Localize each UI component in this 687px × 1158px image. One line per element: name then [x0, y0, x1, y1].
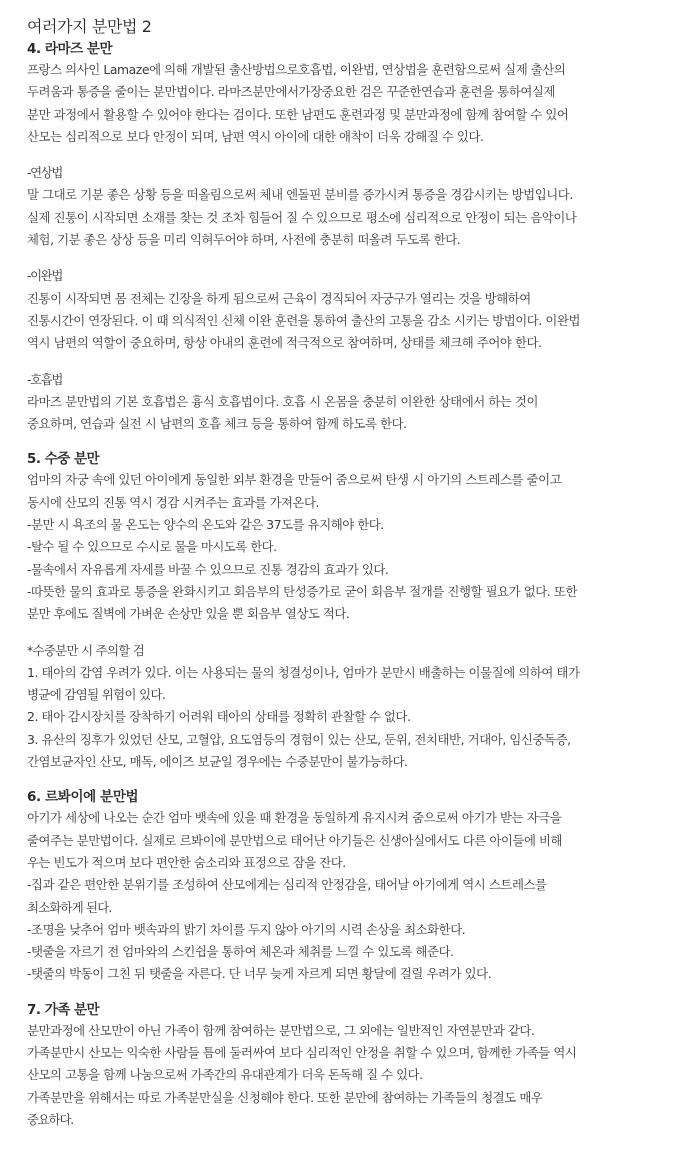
paragraph-line: 산모의 고통을 함께 나눔으로써 가족간의 유대관계가 더욱 돈독해 질 수 있다. [27, 1067, 423, 1083]
paragraph-line: 아기가 세상에 나오는 순간 엄마 뱃속에 있을 때 환경을 동일하게 유지시켜 줌으로써 아기가 받는 자극을 [27, 810, 562, 826]
subsection-label: -연상법 [27, 165, 62, 181]
paragraph-line: 분만 과정에서 활용할 수 있어야 한다는 검이다. 또한 남편도 훈련과정 및 분만과정에 함께 참여할 수 있어 [27, 106, 569, 122]
paragraph-line: 중요하다. [27, 1111, 74, 1127]
section-lamaze [27, 39, 687, 449]
paragraph-line: 엄마의 자궁 속에 있던 아이에게 동일한 외부 환경을 만들어 줌으로써 탄생 시 아기의 스트레스를 줄이고 [27, 472, 562, 488]
paragraph-line: -탯줄을 자르기 전 엄마와의 스킨쉽을 통하여 체온과 체취를 느낄 수 있도록 해준다. [27, 944, 454, 960]
paragraph-line: 1. 태아의 감염 우려가 있다. 이는 사용되는 물의 청결성이나, 엄마가 분만시 배출하는 이물질에 의하여 태가 [27, 664, 580, 680]
paragraph-line: 동시에 산모의 진통 역시 경감 시켜주는 효과를 가져온다. [27, 494, 319, 510]
paragraph-line: -조명을 낮추어 엄마 뱃속과의 밝기 차이를 두지 않아 아기의 시력 손상을 최소화한다. [27, 921, 466, 937]
subsection-label: -이완법 [27, 268, 62, 284]
document-title: 여러가지 분만법 2 [27, 17, 152, 36]
paragraph-line: 중요하며, 연습과 실전 시 남편의 호흡 체크 등을 통하여 함께 하도록 한다. [27, 416, 407, 432]
paragraph-line: 간염보균자인 산모, 매독, 에이즈 보균일 경우에는 수중분만이 불가능하다. [27, 754, 408, 770]
paragraph-line: 실제 진통이 시작되면 소재를 찾는 것 조차 힘들어 질 수 있으므로 평소에 심리적으로 안정이 되는 음악이나 [27, 209, 577, 225]
paragraph-line: -탈수 될 수 있으므로 수시로 물을 마시도록 한다. [27, 539, 277, 555]
paragraph-line: -집과 같은 편안한 분위기를 조성하여 산모에게는 심리적 안정감을, 태어날 아기에게 역시 스트레스를 [27, 877, 547, 893]
paragraph-line: 최소화하게 된다. [27, 899, 112, 915]
paragraph-line: 두려움과 통증을 줄이는 분만법이다. 라마즈분만에서가장중요한 검은 꾸준한연습과 훈련을 통하여실제 [27, 84, 556, 100]
paragraph-line: 진통이 시작되면 몸 전체는 긴장을 하게 됨으로써 근육이 경직되어 자궁구가 열리는 것을 방해하여 [27, 290, 531, 306]
paragraph-line: 병균에 감염될 위험이 있다. [27, 687, 166, 703]
paragraph-line: 산모는 심리적으로 보다 안정이 되며, 남편 역시 아이에 대한 애착이 더욱 강해질 수 있다. [27, 128, 484, 144]
section-leboyer [27, 787, 687, 999]
notes-label: *수중분만 시 주의할 검 [27, 642, 145, 658]
paragraph-line: 말 그대로 기분 좋은 상황 등을 떠올림으로써 체내 엔돌핀 분비를 증가시켜 통증을 경감시키는 방법입니다. [27, 187, 573, 203]
paragraph-line: -물속에서 자유롭게 자세를 바꿀 수 있으므로 진통 경감의 효과가 있다. [27, 561, 389, 577]
paragraph-line: -분만 시 욕조의 물 온도는 양수의 온도와 같은 37도를 유지해야 한다. [27, 517, 384, 533]
paragraph-line: 체험, 기분 좋은 상상 등을 미리 익혀두어야 하며, 사전에 충분히 떠올려 두도록 한다. [27, 232, 461, 248]
paragraph-line: 가족분만을 위해서는 따로 가족분만실을 신청해야 한다. 또한 분만에 참여하는 가족들의 청결도 매우 [27, 1089, 543, 1105]
subsection-label: -호흡법 [27, 371, 62, 387]
section-family-birth [27, 1000, 687, 1131]
paragraph-line: 분만 후에도 질벽에 가벼운 손상만 있을 뿐 회음부 열상도 적다. [27, 606, 350, 622]
section-heading: 5. 수중 분만 [27, 451, 100, 468]
paragraph-line: -탯줄의 박동이 그친 뒤 탯줄을 자른다. 단 너무 늦게 자르게 되면 황달에 걸릴 우려가 있다. [27, 966, 492, 982]
paragraph-line: 분만과정에 산모만이 아닌 가족이 함께 참여하는 분만법으로, 그 외에는 일반적인 자연분만과 같다. [27, 1022, 535, 1038]
paragraph-line: 역시 남편의 역할이 중요하며, 항상 아내의 훈련에 적극적으로 참여하며, 상태를 체크해 주어야 한다. [27, 335, 542, 351]
section-heading: 7. 가족 분만 [27, 1001, 100, 1018]
section-water-birth [27, 449, 687, 787]
paragraph-line: 진통시간이 연장된다. 이 때 의식적인 신체 이완 훈련을 통하여 출산의 고통을 감소 시키는 방법이다. 이완법 [27, 312, 581, 328]
paragraph-line: 가족분만시 산모는 익숙한 사람들 틈에 둘러싸여 보다 심리적인 안정을 취할 수 있으며, 함께한 가족들 역시 [27, 1044, 577, 1060]
paragraph-line: 라마즈 분만법의 기본 호흡법은 흉식 호흡법이다. 호흡 시 온몸을 충분히 이완한 상태에서 하는 것이 [27, 393, 539, 409]
section-heading: 4. 라마즈 분만 [27, 41, 113, 57]
section-heading: 6. 르봐이에 분만법 [27, 789, 139, 806]
paragraph-line: -따뜻한 물의 효과로 통증을 완화시키고 회음부의 탄성증가로 굳이 회음부 절개를 진행할 필요가 없다. 또한 [27, 583, 577, 599]
paragraph-line: 2. 태아 감시장치를 장착하기 어려워 태아의 상태를 정확히 관찰할 수 없다. [27, 709, 411, 725]
paragraph-line: 우는 빈도가 적으며 보다 편안한 숨소리와 표정으로 잠을 잔다. [27, 854, 346, 870]
paragraph-line: 줄여주는 분만법이다. 실제로 르봐이에 분만법으로 태어난 아기들은 신생아실에서도 다른 아이들에 비해 [27, 832, 563, 848]
paragraph-line: 프랑스 의사인 Lamaze에 의해 개발된 출산방법으로호흡법, 이완법, 연상법을 훈련함으로써 실제 출산의 [27, 62, 566, 77]
paragraph-line: 3. 유산의 징후가 있었던 산모, 고혈압, 요도염등의 경험이 있는 산모, 둔위, 전치태반, 거대아, 임신중독증, [27, 731, 571, 747]
